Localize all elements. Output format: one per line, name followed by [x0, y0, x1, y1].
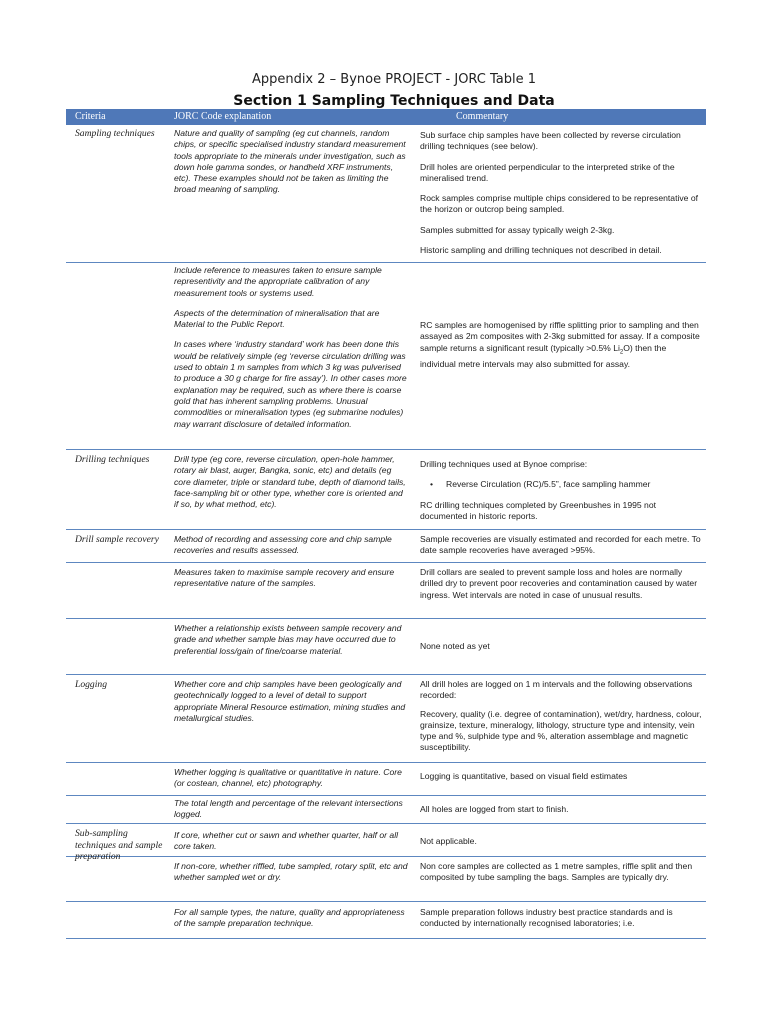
header-commentary: Commentary [456, 111, 509, 122]
table-row [66, 824, 706, 862]
commentary-cell: Logging is quantitative, based on visual field estimates [420, 771, 628, 781]
commentary-cell: Drill collars are sealed to prevent sample loss and holes are normally drilled dry to prevent poor recoveries and contamination caused by water ingress. Wet intervals are noted in case of unusual results. [420, 567, 698, 600]
explanation-cell: Nature and quality of sampling (eg cut channels, random chips, or specific specialised industry standard measurement tools appropriate to the minerals under investigation, such as down hole gamma sondes, or handheld XRF instruments, etc). These examples should not be taken as limiting the broad meaning of sampling. [174, 128, 406, 195]
section-title: Section 1 Sampling Techniques and Data [233, 93, 555, 109]
document-title: Appendix 2 – Bynoe PROJECT - JORC Table 1 [251, 72, 537, 87]
table-row [66, 902, 706, 939]
criteria-cell: Drilling techniques [75, 454, 150, 465]
explanation-cell: The total length and percentage of the relevant intersections logged. [174, 798, 403, 820]
commentary-cell: Non core samples are collected as 1 metre samples, riffle split and then composited by tube sampling the bags. Samples are typically dry. [420, 861, 693, 883]
table-row [66, 128, 706, 263]
commentary-cell: RC samples are homogenised by riffle splitting prior to sampling and then assayed as 2m composites with 2-3kg submitted for assay. If a composite sample returns a significant result (typically >0.5% $Li_2O$) then the individual metre intervals may also submitted for assay. [420, 320, 700, 369]
table-row [66, 263, 706, 450]
commentary-cell: Drilling techniques used at Bynoe comprise: • Reverse Circulation (RC)/5.5”, face sampling hammer RC drilling techniques completed by Greenbushes in 1995 not documented in historic reports. [420, 459, 656, 521]
commentary-cell: None noted as yet [420, 641, 490, 651]
table-row [66, 563, 706, 619]
criteria-cell: Sub-sampling techniques and sample preparation [75, 828, 163, 862]
commentary-cell: Not applicable. [420, 836, 477, 846]
explanation-cell: Whether core and chip samples have been geologically and geotechnically logged to a level of detail to support appropriate Mineral Resource estimation, mining studies and metallurgical studies. [174, 679, 406, 723]
table-row [66, 857, 706, 902]
table-row [66, 530, 706, 563]
commentary-cell: Sample recoveries are visually estimated and recorded for each metre. To date sample recoveries have averaged >95%. [420, 534, 701, 556]
table-row [66, 450, 706, 530]
explanation-cell: Include reference to measures taken to ensure sample representivity and the appropriate calibration of any measurement tools or systems used. Aspects of the determination of mineralisation that are Material to the Public Report. In cases where ‘industry standard’ work has been done this would be relatively simple (eg ‘reverse circulation drilling was used to obtain 1 m samples from which 3 kg was pulverised to produce a 30 g charge for fire assay’). In other cases more explanation may be required, such as where there is coarse gold that has inherent sampling problems. Unusual commodities or mineralisation types (eg submarine nodules) may warrant disclosure of detailed information. [174, 265, 407, 429]
bullet-marker: • [430, 479, 434, 490]
explanation-cell: Whether a relationship exists between sample recovery and grade and whether sample bias may have occurred due to preferential loss/gain of fine/coarse material. [174, 623, 402, 656]
explanation-cell: If core, whether cut or sawn and whether quarter, half or all core taken. [174, 830, 399, 852]
table-row [66, 619, 706, 675]
table-row [66, 675, 706, 763]
commentary-cell: All drill holes are logged on 1 m intervals and the following observations recorded: Recovery, quality (i.e. degree of contamination), wet/dry, hardness, colour, grainsize, texture, mineralogy, lithology, structure type and intensity, vein type and %, sulphide type and %, alteration assemblage and magnetic susceptibility. [420, 679, 702, 753]
commentary-cell: Sub surface chip samples have been collected by reverse circulation drilling techniques (see below). Drill holes are oriented perpendicular to the interpreted strike of the mineralised trend. Rock samples comprise multiple chips considered to be representative of the horizon or outcrop being sampled. Samples submitted for assay typically weigh 2-3kg. Historic sampling and drilling techniques not described in detail. [420, 130, 698, 256]
table-row [66, 796, 706, 824]
explanation-cell: Measures taken to maximise sample recovery and ensure representative nature of the samples. [174, 567, 395, 589]
commentary-cell: Sample preparation follows industry best practice standards and is conducted by internationally recognised laboratories; i.e. [420, 907, 673, 929]
header-jorc-explanation: JORC Code explanation [174, 111, 272, 122]
criteria-cell: Logging [75, 679, 107, 690]
explanation-cell: For all sample types, the nature, quality and appropriateness of the sample preparation technique. [174, 907, 405, 929]
commentary-cell: All holes are logged from start to finish. [420, 804, 569, 814]
criteria-cell: Drill sample recovery [75, 534, 159, 545]
explanation-cell: If non-core, whether riffled, tube sampled, rotary split, etc and whether sampled wet or dry. [174, 861, 408, 883]
explanation-cell: Whether logging is qualitative or quantitative in nature. Core (or costean, channel, etc) photography. [174, 767, 402, 789]
header-criteria: Criteria [75, 111, 106, 122]
table-header [66, 109, 706, 125]
explanation-cell: Method of recording and assessing core and chip sample recoveries and results assessed. [174, 534, 392, 556]
table-row [66, 763, 706, 796]
criteria-cell: Sampling techniques [75, 128, 155, 139]
explanation-cell: Drill type (eg core, reverse circulation, open-hole hammer, rotary air blast, auger, Bangka, sonic, etc) and details (eg core diameter, triple or standard tube, depth of diamond tails, face-sampling bit or other type, whether core is oriented and if so, by what method, etc). [174, 454, 406, 510]
